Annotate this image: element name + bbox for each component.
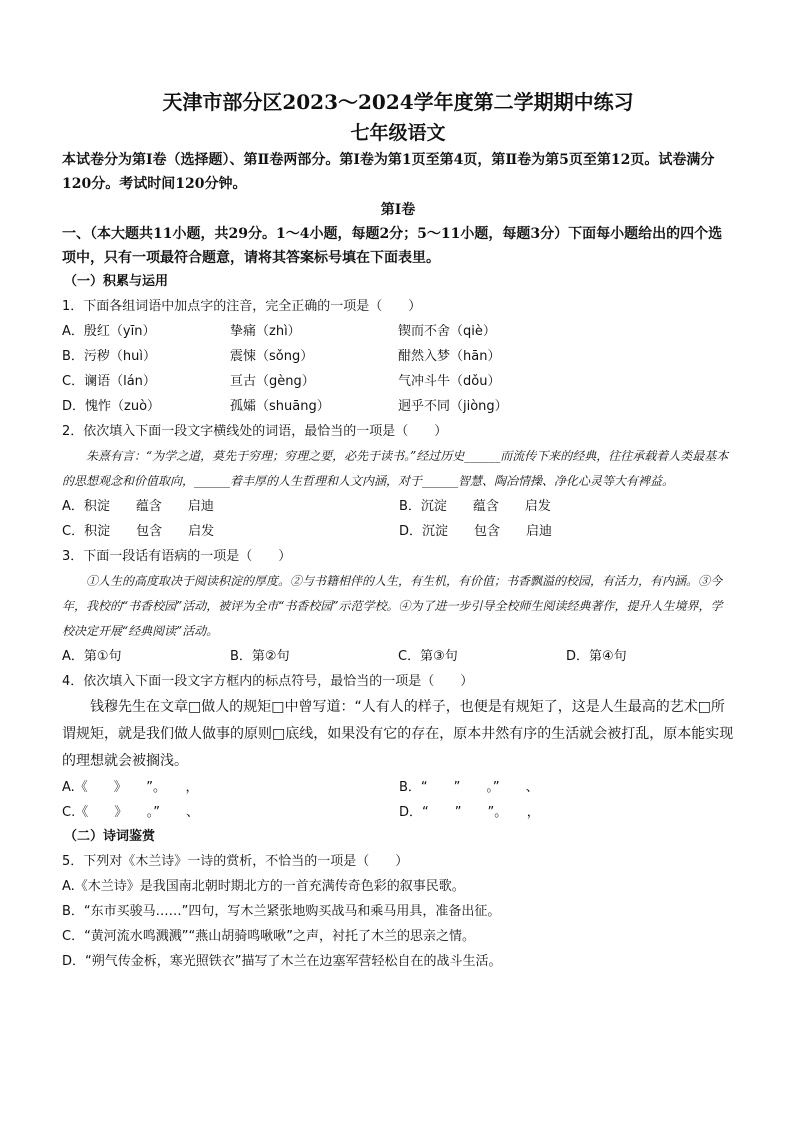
question-1-option-row: [62, 394, 734, 419]
question-1-stem: 1．下面各组词语中加点字的注音，完全正确的一项是（ ）: [62, 299, 422, 314]
question-4-option-row: [62, 800, 734, 825]
section-heading: 一、（本大题共11小题，共29分。1～4小题，每题2分；5～11小题，每题3分）下面每小题给出的四个选项中，只有一项最符合题意，请将其答案标号填在下面表里。: [62, 226, 723, 266]
option-cell: A．积淀 蕴含 启迪: [62, 499, 214, 514]
question-2-option-row: [62, 519, 734, 544]
option-cell: C．谰语（lán）: [62, 374, 156, 389]
option-cell: D．“ ” ”。 ，: [399, 805, 540, 820]
part-heading-2: （二）诗词鉴赏: [64, 829, 156, 844]
option-cell: C.《 》 。” 、: [62, 805, 199, 820]
page-subtitle: 七年级语文: [350, 122, 446, 144]
option-cell: B．“ ” 。” 、: [399, 780, 539, 795]
option-cell: D．沉淀 包含 启迪: [399, 524, 553, 539]
option-cell: B．第②句: [230, 649, 290, 664]
question-5-option: D．“朔气传金柝，寒光照铁衣”描写了木兰在边塞军营轻松自在的战斗生活。: [62, 954, 502, 969]
question-5-option: A.《木兰诗》是我国南北朝时期北方的一首充满传奇色彩的叙事民歌。: [62, 879, 465, 894]
exam-page: [62, 88, 734, 974]
question-1-option-row: [62, 369, 734, 394]
option-cell: A．殷红（yīn）: [62, 324, 156, 339]
question-5-option: C．“黄河流水鸣溅溅”“燕山胡骑鸣啾啾”之声，衬托了木兰的思亲之情。: [62, 929, 476, 944]
part-heading-1: （一）积累与运用: [64, 274, 169, 289]
option-cell: D．第④句: [566, 649, 627, 664]
option-cell: 气冲斗牛（dǒu）: [398, 374, 501, 389]
volume-heading: 第Ⅰ卷: [380, 202, 416, 218]
exam-instructions: 本试卷分为第Ⅰ卷（选择题）、第Ⅱ卷两部分。第Ⅰ卷为第1页至第4页，第Ⅱ卷为第5页至第12页。试卷满分120分。考试时间120分钟。: [62, 152, 715, 192]
question-3-passage: ①人生的高度取决于阅读积淀的厚度。②与书籍相伴的人生，有生机，有价值；书香飘溢的校园，有活力，有内涵。③今年，我校的“书香校园”活动，被评为全市“书香校园”示范学校。④为了进一步引导全校师生阅读经典著作，提升人生境界，学校决定开展“经典阅读”活动。: [62, 574, 723, 638]
question-4-stem: 4．依次填入下面一段文字方框内的标点符号，最恰当的一项是（ ）: [62, 674, 474, 689]
question-2-stem: 2．依次填入下面一段文字横线处的词语，最恰当的一项是（ ）: [62, 424, 448, 439]
question-3-option-row: [62, 644, 734, 669]
question-4-option-row: [62, 775, 734, 800]
page-title: 天津市部分区2023～2024学年度第二学期期中练习: [162, 90, 634, 114]
option-cell: B．污秽（huì）: [62, 349, 157, 364]
option-cell: 震悚（sǒng）: [230, 349, 314, 364]
option-cell: 锲而不舍（qiè）: [398, 324, 496, 339]
question-2-option-row: [62, 494, 734, 519]
question-2-passage: 朱熹有言：“为学之道，莫先于穷理；穷理之要，必先于读书。”经过历史______而流传下来的经典，往往承载着人类最基本的思想观念和价值取向，______着丰厚的人生哲理和人文内涵，对于______智慧、陶冶情操、净化心灵等大有裨益。: [62, 449, 729, 488]
question-3-stem: 3．下面一段话有语病的一项是（ ）: [62, 549, 292, 564]
option-cell: A.《 》 ”。 ，: [62, 780, 199, 795]
option-cell: 迥乎不同（jiòng）: [398, 399, 508, 414]
option-cell: A．第①句: [62, 649, 122, 664]
option-cell: C．第③句: [398, 649, 458, 664]
question-5-option: B．“东市买骏马……”四句，写木兰紧张地购买战马和乘马用具，准备出征。: [62, 904, 501, 919]
option-cell: B．沉淀 蕴含 启发: [399, 499, 551, 514]
option-cell: D．愧怍（zuò）: [62, 399, 161, 414]
question-1-option-row: [62, 344, 734, 369]
question-4-passage: 钱穆先生在文章□做人的规矩□中曾写道：“人有人的样子，也便是有规矩了，这是人生最高的艺术□所谓规矩，就是我们做人做事的原则□底线，如果没有它的存在，原本井然有序的生活就会被打乱，原本能实现的理想就会被搁浅。: [62, 699, 734, 769]
option-cell: 孤孀（shuāng）: [230, 399, 330, 414]
option-cell: 亘古（gèng）: [230, 374, 315, 389]
question-5-stem: 5．下列对《木兰诗》一诗的赏析，不恰当的一项是（ ）: [62, 854, 409, 869]
question-1-option-row: [62, 319, 734, 344]
option-cell: 酣然入梦（hān）: [398, 349, 501, 364]
option-cell: C．积淀 包含 启发: [62, 524, 215, 539]
option-cell: 挚痛（zhì）: [230, 324, 301, 339]
